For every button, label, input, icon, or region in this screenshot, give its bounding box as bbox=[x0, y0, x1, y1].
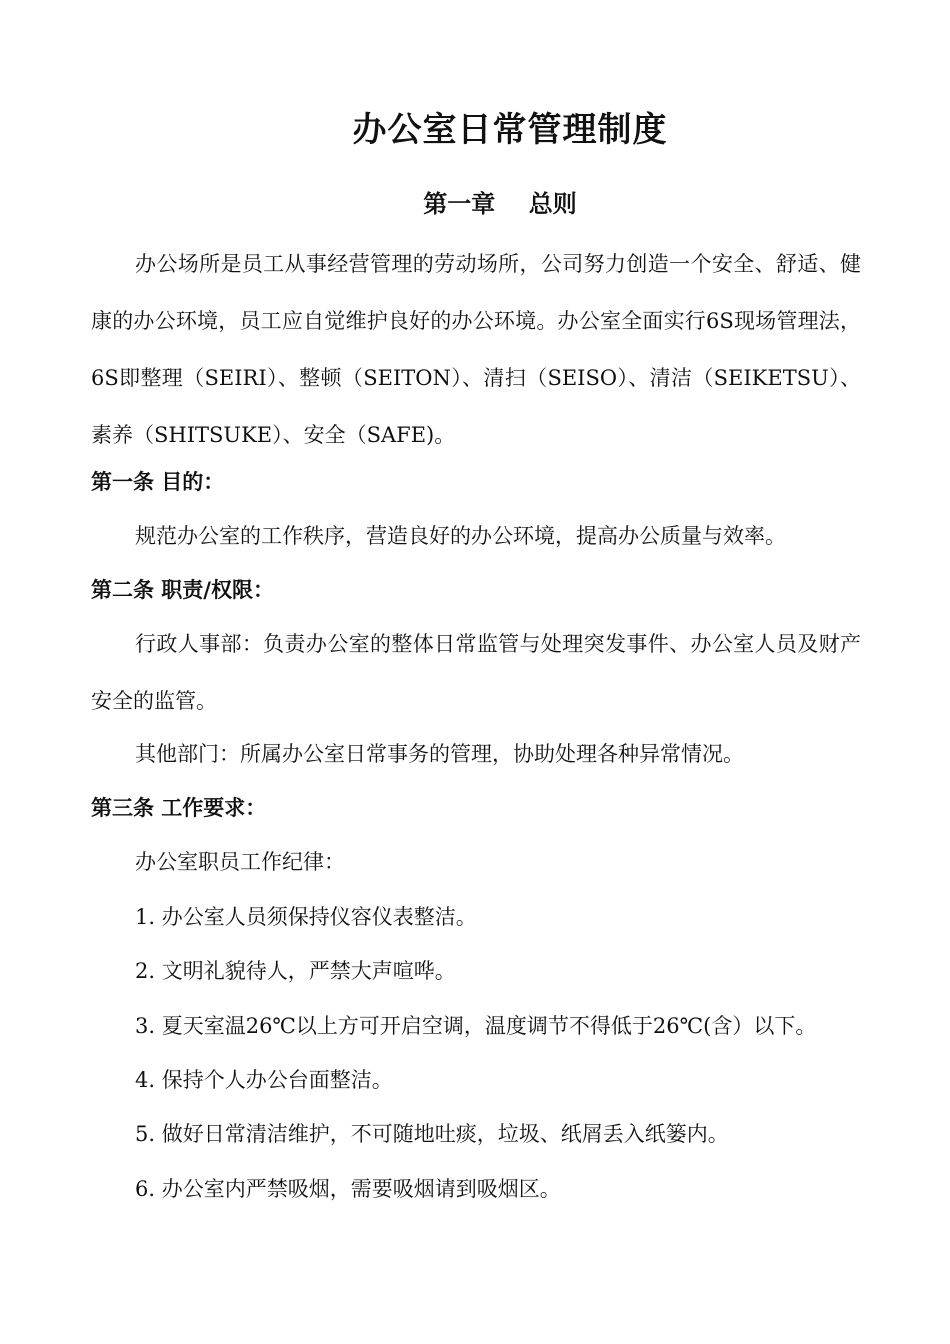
list-item: 5. 做好日常清洁维护，不可随地吐痰，垃圾、纸屑丢入纸篓内。 bbox=[135, 1122, 729, 1146]
article-3-intro: 办公室职员工作纪律： bbox=[135, 850, 345, 874]
list-item: 2. 文明礼貌待人，严禁大声喧哗。 bbox=[135, 959, 456, 983]
list-item: 4. 保持个人办公台面整洁。 bbox=[135, 1068, 393, 1092]
document-title: 办公室日常管理制度 bbox=[352, 110, 668, 150]
article-2-admin-paragraph: 行政人事部：负责办公室的整体日常监管与处理突发事件、办公室人员及财产安全的监管。 bbox=[91, 632, 861, 713]
article-2-others-paragraph: 其他部门：所属办公室日常事务的管理，协助处理各种异常情况。 bbox=[135, 742, 744, 766]
article-1-text: 规范办公室的工作秩序，营造良好的办公环境，提高办公质量与效率。 bbox=[135, 524, 786, 548]
chapter-title: 第一章 总则 bbox=[423, 189, 577, 218]
article-1-heading: 第一条 目的： bbox=[91, 469, 225, 494]
list-item: 6. 办公室内严禁吸烟，需要吸烟请到吸烟区。 bbox=[135, 1177, 561, 1201]
article-3-heading: 第三条 工作要求： bbox=[91, 795, 267, 820]
list-item: 1. 办公室人员须保持仪容仪表整洁。 bbox=[135, 905, 477, 929]
intro-paragraph: 办公场所是员工从事经营管理的劳动场所，公司努力创造一个安全、舒适、健康的办公环境，员工应自觉维护良好的办公环境。办公室全面实行6S现场管理法，6S即整理（SEIRI）、整顿（SEITON）、清扫（SEISO）、清洁（SEIKETSU）、素养（SHITSUKE）、安全（SAFE)。 bbox=[91, 252, 861, 447]
article-2-heading: 第二条 职责/权限： bbox=[91, 577, 274, 602]
list-item: 3. 夏天室温26℃以上方可开启空调，温度调节不得低于26℃(含）以下。 bbox=[135, 1014, 817, 1038]
